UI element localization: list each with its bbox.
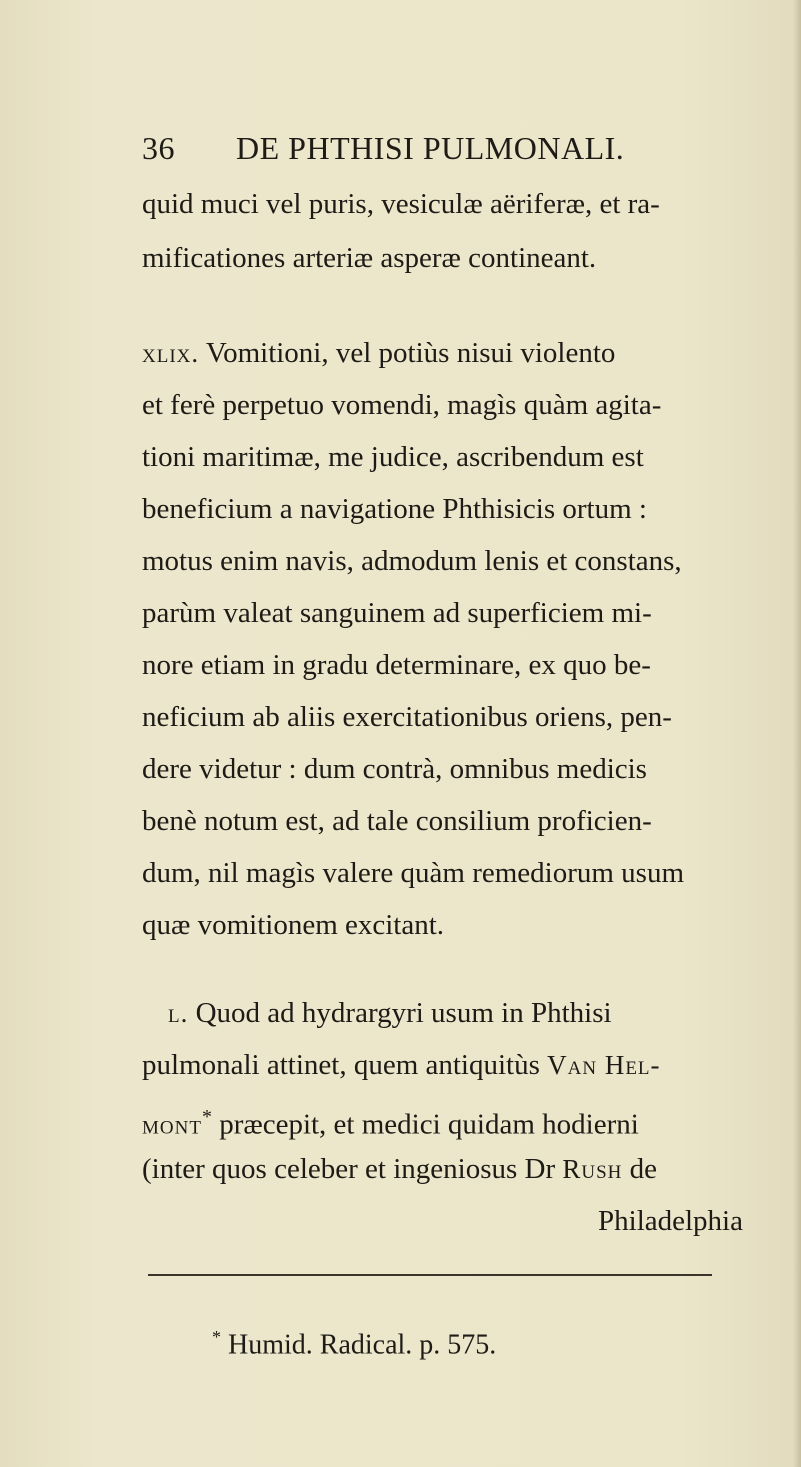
footnote-mark: * [212,1327,221,1347]
text-line: mificationes arteriæ asperæ contineant. [142,242,597,274]
text-line: benè notum est, ad tale consilium proficien- [142,805,652,837]
text-run: Quod ad hydrargyri usum in Phthisi [195,997,612,1029]
text-line: motus enim navis, admodum lenis et constans, [142,545,682,577]
text-line: nore etiam in gradu determinare, ex quo be- [142,649,651,681]
text-line: beneficium a navigatione Phthisicis ortum : [142,493,647,525]
running-title: DE PHTHISI PULMONALI. [236,130,625,166]
text-line: parùm valeat sanguinem ad superficiem mi- [142,597,652,629]
footnote-reference-mark: * [201,1106,212,1128]
text-line: dum, nil magìs valere quàm remediorum usum [142,857,685,889]
text-line [142,1097,742,1141]
section-number-l: l. [168,998,189,1028]
footnote-text: Humid. Radical. p. 575. [228,1329,497,1361]
name-van-helmont-cont: mont [142,1109,202,1140]
page-edge-shadow [793,0,801,1467]
text-run: (inter quos celeber et ingeniosus Dr [142,1153,556,1185]
text-line: et ferè perpetuo vomendi, magìs quàm agita- [142,389,662,421]
text-line: quid muci vel puris, vesiculæ aëriferæ, et ra- [142,188,660,220]
text-line [142,1045,742,1085]
text-line: quæ vomitionem excitant. [142,909,445,941]
footnote-rule [148,1274,712,1276]
text-line: tioni maritimæ, me judice, ascribendum est [142,441,644,473]
page-header [142,130,662,170]
text-line: Philadelphia [598,1205,743,1237]
text-line: dere videtur : dum contrà, omnibus medicis [142,753,647,785]
paragraph-l-first-line [142,993,742,1033]
text-run: de [629,1153,658,1185]
text-line [142,1149,742,1189]
name-van-helmont: Van Hel- [547,1050,661,1080]
section-number-xlix: xlix. [142,338,200,368]
paragraph-xlix-first-line [142,333,742,373]
text-run: pulmonali attinet, quem antiquitùs [142,1049,540,1081]
footnote [212,1319,496,1363]
page-number: 36 [142,130,175,166]
text-run: Vomitioni, vel potiùs nisui violento [205,337,616,369]
text-line: neficium ab aliis exercitationibus oriens, pen- [142,701,672,733]
name-rush: Rush [562,1154,623,1184]
text-run: præcepit, et medici quidam hodierni [219,1108,639,1141]
